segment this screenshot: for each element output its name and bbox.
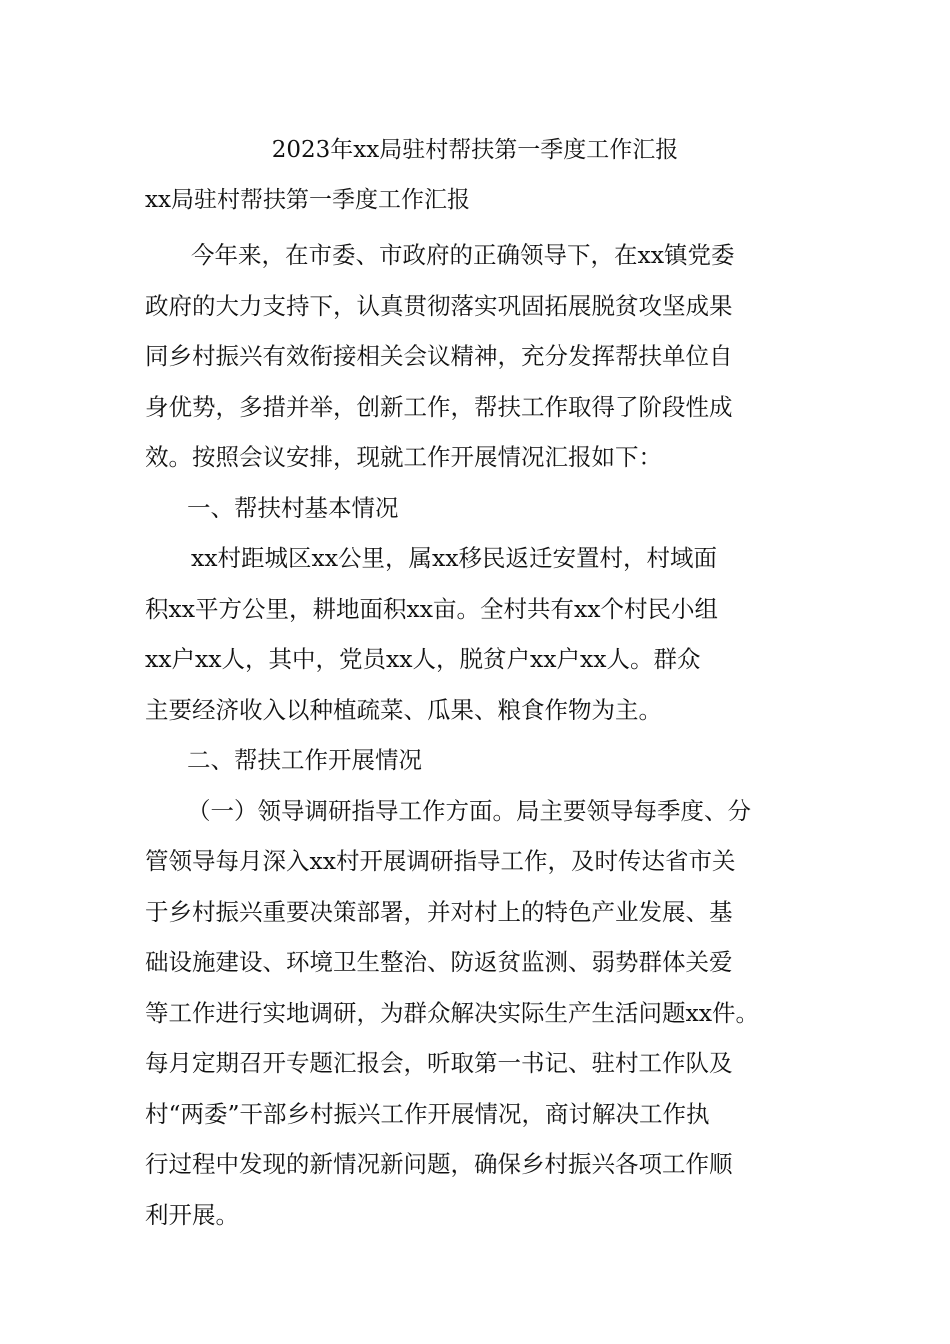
paragraph-line: （一）领导调研指导工作方面。局主要领导每季度、分 (187, 796, 751, 825)
paragraph-line: 主要经济收入以种植疏菜、瓜果、粮食作物为主。 (145, 695, 662, 724)
paragraph-line: 同乡村振兴有效衔接相关会议精神，充分发挥帮扶单位自 (145, 342, 733, 370)
paragraph-line: 于乡村振兴重要决策部署，并对村上的特色产业发展、基 (145, 897, 733, 926)
paragraph-line: 础设施建设、环境卫生整治、防返贫监测、弱势群体关爱 (145, 948, 733, 976)
paragraph-line: 政府的大力支持下，认真贯彻落实巩固拓展脱贫攻坚成果 (145, 291, 733, 320)
document-subtitle: xx局驻村帮扶第一季度工作汇报 (145, 187, 470, 213)
paragraph-line: 等工作进行实地调研，为群众解决实际生产生活问题xx件。 (145, 998, 760, 1027)
paragraph-line: 管领导每月深入xx村开展调研指导工作，及时传达省市关 (145, 847, 736, 875)
paragraph-line: 今年来，在市委、市政府的正确领导下，在xx镇党委 (191, 241, 735, 269)
paragraph-line: xx户xx人，其中，党员xx人，脱贫户xx户xx人。群众 (145, 645, 701, 673)
paragraph-line: 积xx平方公里，耕地面积xx亩。全村共有xx个村民小组 (145, 594, 719, 623)
paragraph-line: 身优势，多措并举，创新工作，帮扶工作取得了阶段性成 (145, 392, 733, 421)
paragraph-line: 利开展。 (145, 1200, 239, 1229)
document-title: 2023年xx局驻村帮扶第一季度工作汇报 (271, 137, 679, 163)
paragraph-line: 行过程中发现的新情况新问题，确保乡村振兴各项工作顺 (145, 1150, 733, 1178)
paragraph-line: 每月定期召开专题汇报会，听取第一书记、驻村工作队及 (145, 1049, 733, 1077)
paragraph-line: xx村距城区xx公里，属xx移民返迁安置村，村域面 (191, 544, 718, 572)
section-heading: 一、帮扶村基本情况 (187, 493, 399, 522)
document-body (145, 230, 835, 1240)
paragraph-line: 村“两委”干部乡村振兴工作开展情况，商讨解决工作执 (145, 1099, 710, 1128)
paragraph-line: 效。按照会议安排，现就工作开展情况汇报如下： (145, 443, 662, 471)
section-heading: 二、帮扶工作开展情况 (187, 746, 422, 774)
